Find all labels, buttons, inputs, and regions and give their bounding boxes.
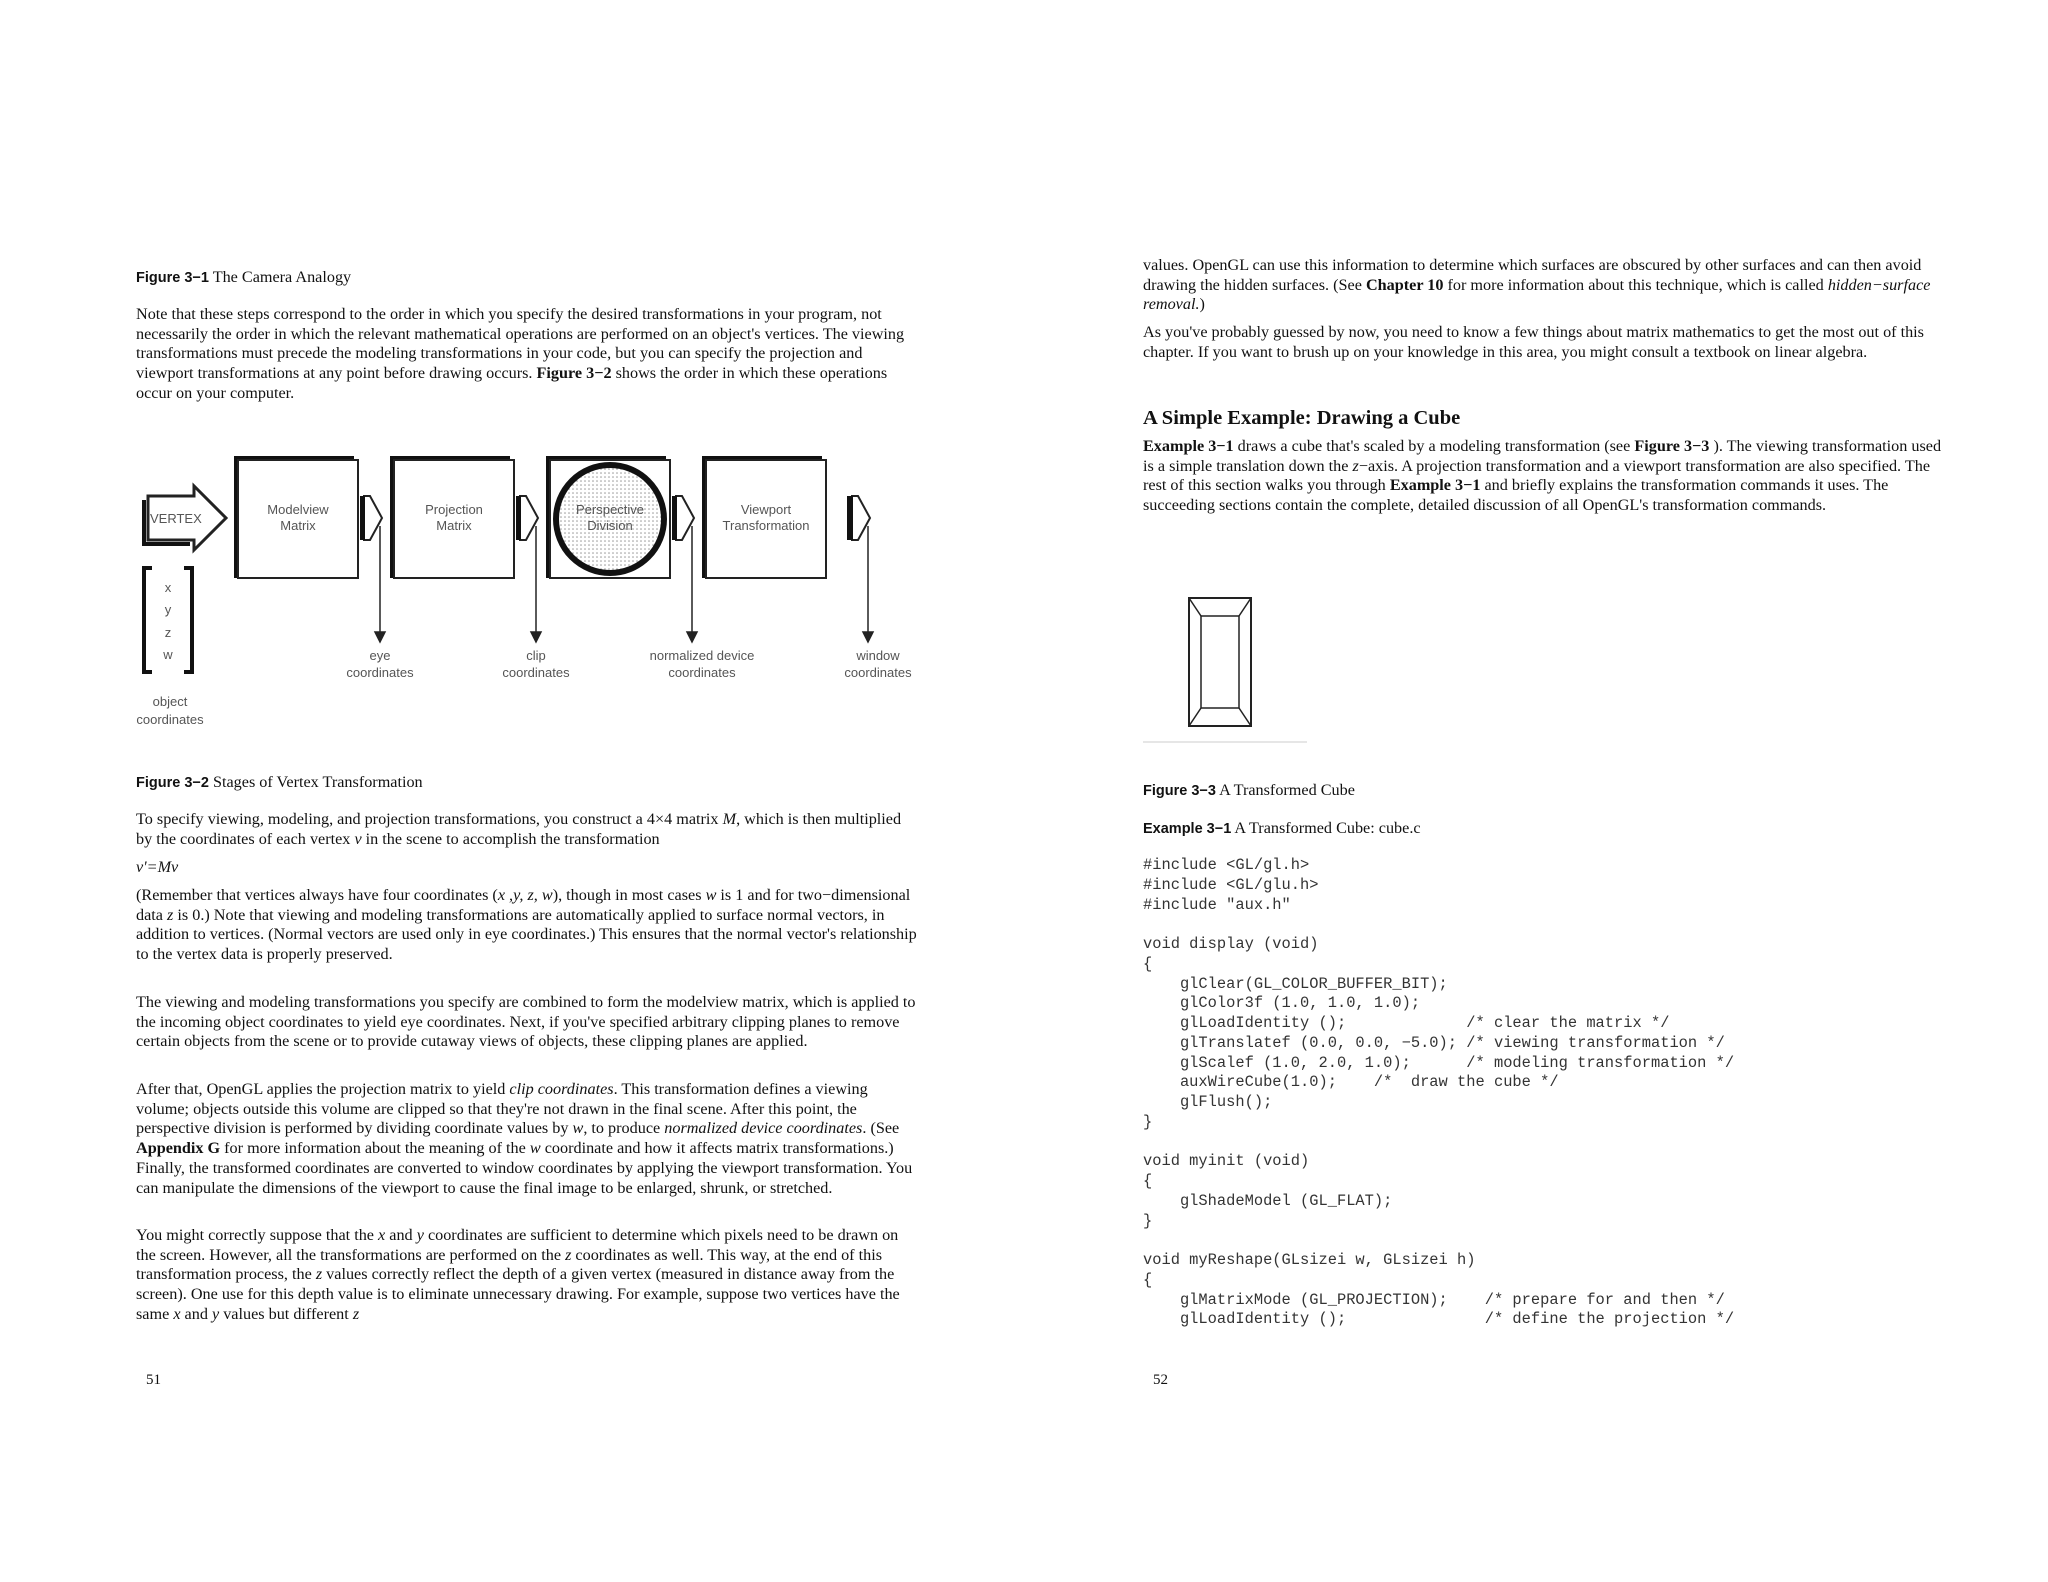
paragraph-modelview: The viewing and modeling transformations you specify are combined to form the modelview matrix, which is applied to the incoming object coordinates to yield eye coordinates. Next, if you've specified arbitrary clipping planes to remove certain objects from the scene or to provide cutaway views of objects, these clipping planes are applied. (136, 993, 916, 1051)
page-number-right: 52 (1153, 1372, 1168, 1388)
svg-text:Perspective: Perspective (576, 502, 644, 517)
object-coords-line2: coordinates (136, 712, 204, 727)
object-coords-line1: object (152, 694, 188, 709)
output-eye-2: coordinates (346, 665, 414, 680)
figure-3-3-caption: Figure 3−3 A Transformed Cube (1143, 781, 1355, 799)
paragraph-matrix-construct: To specify viewing, modeling, and projection transformations, you construct a 4×4 matrix M, which is then multiplied by the coordinates of each vertex v in the scene to accomplish the transformation (136, 810, 902, 848)
paragraph-projection-clip: After that, OpenGL applies the projection matrix to yield clip coordinates. This transformation defines a viewing volume; objects outside this volume are clipped so that they're not drawn in the final scene. After this point, the perspective division is performed by dividing coordinate values by w, to produce normalized device coordinates. (See Appendix G for more information about the meaning of the w coordinate and how it affects matrix transformations.) Finally, the transformed coordinates are converted to window coordinates by applying the viewport transformation. You can manipulate the dimensions of the viewport to cause the final image to be enlarged, shrunk, or stretched. (136, 1080, 913, 1197)
example-3-1-link[interactable]: Example 3−1 (1143, 437, 1234, 455)
paragraph-hidden-surface: values. OpenGL can use this information to determine which surfaces are obscured by other surfaces and can then avoid drawing the hidden surfaces. (See Chapter 10 for more information about this technique, which is called hidden−surface removal.) (1143, 256, 1931, 314)
svg-text:Matrix: Matrix (280, 518, 316, 533)
svg-text:Division: Division (587, 518, 633, 533)
code-listing-cube-c: #include <GL/gl.h> #include <GL/glu.h> #include "aux.h" void display (void) { glClear(GL_COLOR_BUFFER_BIT); glColor3f (1.0, 1.0, 1.0); glLoadIdentity (); /* clear the matrix */ glTranslatef (0.0, 0.0, −5.0); /* viewing transformation */ glScalef (1.0, 2.0, 1.0); /* modeling transformation */ auxWireCube(1.0); /* draw the cube */ glFlush(); } void myinit (void) { glShadeModel (GL_FLAT); } void myReshape(GLsizei w, GLsizei h) { glMatrixMode (GL_PROJECTION); /* prepare for and then */ glLoadIdentity (); /* define the projection */ (1143, 856, 1735, 1329)
chapter-10-link[interactable]: Chapter 10 (1365, 275, 1444, 294)
output-window-1: window (856, 648, 900, 663)
vector-z: z (164, 625, 172, 640)
output-clip-2: coordinates (502, 665, 570, 680)
vector-bracket-right (184, 568, 192, 672)
figure-3-2-caption: Figure 3−2 Stages of Vertex Transformation (136, 773, 423, 791)
figure-3-1-caption: Figure 3−1 The Camera Analogy (136, 268, 352, 286)
svg-text:Projection: Projection (425, 502, 483, 517)
stage-projection-matrix (390, 456, 514, 578)
right-page (1024, 0, 2048, 1582)
equation-vmv: v'=Mv (136, 858, 179, 876)
vertex-transformation-diagram (136, 448, 936, 738)
output-clip-1: clip (526, 648, 546, 663)
paragraph-cube-example: Example 3−1 draws a cube that's scaled by a modeling transformation (see Figure 3−3 ). The viewing transformation used is a simple translation down the z−axis. A projection transformation and a viewport transformation are also specified. The rest of this section walks you through Example 3−1 and briefly explains the transformation commands it uses. The succeeding sections contain the complete, detailed discussion of all OpenGL's transformation commands. (1143, 437, 1942, 515)
output-ndc-2: coordinates (668, 665, 736, 680)
example-3-1-link-2[interactable]: Example 3−1 (1389, 476, 1481, 495)
vector-bracket-left (144, 568, 152, 672)
appendix-g-link[interactable]: Appendix G (136, 1139, 221, 1158)
vector-w: w (163, 647, 173, 662)
stage-viewport-transformation (702, 456, 826, 578)
paragraph-steps-order: Note that these steps correspond to the order in which you specify the desired transformations in your program, not necessarily the order in which the relevant mathematical operations are performed on an object's vertices. The viewing transformations must precede the modeling transformations in your code, but you can specify the projection and viewport transformations at any point before drawing occurs. Figure 3−2 shows the order in which these operations occur on your computer. (136, 305, 905, 402)
page-number-left: 51 (146, 1372, 161, 1388)
output-eye-1: eye (369, 648, 391, 663)
transformed-cube-figure (1143, 590, 1323, 750)
vertex-label: VERTEX (150, 511, 202, 526)
svg-text:Matrix: Matrix (436, 518, 472, 533)
example-3-1-caption: Example 3−1 A Transformed Cube: cube.c (1143, 819, 1421, 837)
vector-y: y (164, 602, 172, 617)
svg-text:Modelview: Modelview (267, 502, 329, 517)
stage-modelview-matrix (234, 456, 358, 578)
stage-perspective-division (546, 456, 670, 578)
paragraph-depth: You might correctly suppose that the x and y coordinates are sufficient to determine which pixels need to be drawn on the screen. However, all the transformations are performed on the z coordinates as well. This way, at the end of this transformation process, the z values correctly reflect the depth of a given vertex (measured in distance away from the screen). One use for this depth value is to eliminate unnecessary drawing. For example, suppose two vertices have the same x and y values but different z (136, 1226, 900, 1323)
figure-3-2-link[interactable]: Figure 3−2 (536, 364, 612, 383)
paragraph-matrix-math: As you've probably guessed by now, you need to know a few things about matrix mathematics to get the most out of this chapter. If you want to brush up on your knowledge in this area, you might consult a textbook on linear algebra. (1143, 323, 1924, 361)
svg-text:Transformation: Transformation (722, 518, 810, 533)
paragraph-four-coordinates: (Remember that vertices always have four coordinates (x ,y, z, w), though in most cases w is 1 and for two−dimensional data z is 0.) Note that viewing and modeling transformations are automatically applied to surface normal vectors, in addition to vertices. (Normal vectors are used only in eye coordinates.) This ensures that the normal vector's relationship to the vertex data is properly preserved. (136, 886, 917, 964)
section-heading: A Simple Example: Drawing a Cube (1143, 407, 1461, 429)
output-window-2: coordinates (844, 665, 912, 680)
svg-text:Viewport: Viewport (740, 502, 792, 517)
figure-3-3-link[interactable]: Figure 3−3 (1634, 437, 1710, 455)
output-ndc-1: normalized device (649, 648, 755, 663)
vector-x: x (164, 580, 172, 595)
